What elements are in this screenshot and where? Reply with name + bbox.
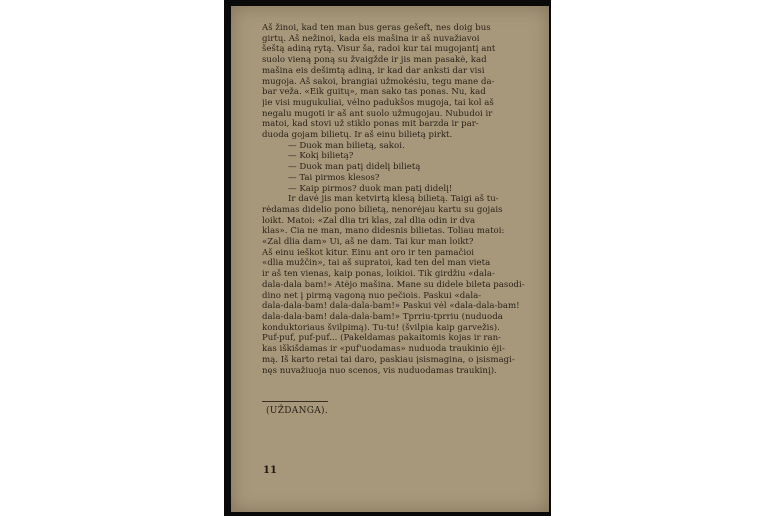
text-line: ir aš ten vienas, kaip ponas, loikioi. Tik girdžiu «dala-: [262, 269, 495, 280]
text-line: jie visi mugukuliai, vėlno padukšos mugoja, tai kol aš: [262, 97, 494, 108]
text-line: negalu mugoti ir aš ant suolo užmugojau. Nubudoi ir: [262, 108, 493, 119]
text-line: matoi, kad stovi už stiklo ponas mit barzda ir par-: [262, 119, 479, 130]
text-line: dala-dala bam!» Atėjo mašina. Mane su didele bileta pasodi-: [262, 279, 525, 290]
text-line: konduktoriaus švilpimą). Tu-tu! (švilpia kaip garvežis).: [262, 322, 500, 333]
dialogue-line: — Duok man patį didelį bilietą: [288, 162, 421, 173]
text-line: Ir davė jis man ketvirtą klesą bilietą. Taigi aš tu-: [288, 194, 499, 205]
text-line: «Zal dlia dam» Ui, aš ne dam. Tai kur man loikt?: [262, 237, 474, 248]
text-line: Aš žinoi, kad ten man bus geras gešeft, nes doig bus: [262, 23, 491, 33]
text-line: Aš einu ieškot kitur. Einu ant oro ir ten pamačioi: [262, 247, 474, 258]
dialogue-line: — Kaip pirmos? duok man patį didelį!: [288, 183, 453, 194]
text-line: loikt. Matoi: «Zal dlia tri klas, zal dlia odin ir dva: [262, 215, 476, 226]
body-text: [262, 23, 536, 376]
text-line: dino net į pirmą vagoną nuo pečiois. Paskui «dala-: [262, 290, 482, 301]
text-line: nęs nuvažiuoja nuo scenos, vis nuduodamas traukinį).: [262, 365, 497, 376]
curtain-stage-direction: (UŽDANGA).: [266, 406, 329, 416]
text-line: Puf-puf, puf-puf... (Pakeldamas pakaitomis kojas ir ran-: [262, 333, 502, 344]
dialogue-line: — Kokį bilietą?: [288, 151, 354, 162]
text-line: mą. Iš karto retai tai daro, paskiau įsismagina, o įsismagi-: [262, 354, 515, 365]
text-line: girtų. Aš nežinoi, kada eis mašina ir aš nuvažiavoi: [262, 33, 480, 44]
text-line: mugoja. Aš sakoi, brangiai užmokėsiu, tegu mane da-: [262, 76, 495, 87]
text-line: dala-dala-bam! dala-dala-bam!» Tprriu-tprriu (nuduoda: [262, 311, 503, 322]
text-line: duoda gojam bilietų. Ir aš einu bilietą pirkt.: [262, 130, 453, 141]
text-line: bar veža. «Eik guitų», man sako tas ponas. Nu, kad: [262, 87, 486, 98]
text-line: kas iškišdamas ir «puf'uodamas» nuduoda traukinio ėji-: [262, 344, 505, 355]
text-line: klas». Čia ne man, mano didesnis bilietas. Toliau matoi:: [262, 226, 505, 237]
text-line: suolo vieną poną su žvaigžde ir jis man pasakė, kad: [262, 55, 487, 66]
section-divider: [262, 401, 328, 402]
text-line: «dlia mužčin», tai aš supratoi, kad ten del man vieta: [262, 258, 491, 269]
dialogue-line: — Duok man bilietą, sakoi.: [288, 140, 405, 151]
page-number: 11: [263, 465, 277, 476]
text-line: šeštą adiną rytą. Visur ša, radoi kur tai mugojantį ant: [262, 44, 496, 55]
dialogue-line: — Tai pirmos klesos?: [288, 172, 380, 183]
text-line: dala-dala-bam! dala-dala-bam!» Paskui vėl «dala-dala-bam!: [262, 301, 520, 312]
text-line: rėdamas didelio pono bilietą, nenorėjau kartu su gojais: [262, 204, 503, 215]
text-line: mašina eis dešimtą adiną, ir kad dar anksti dar visi: [262, 65, 485, 76]
